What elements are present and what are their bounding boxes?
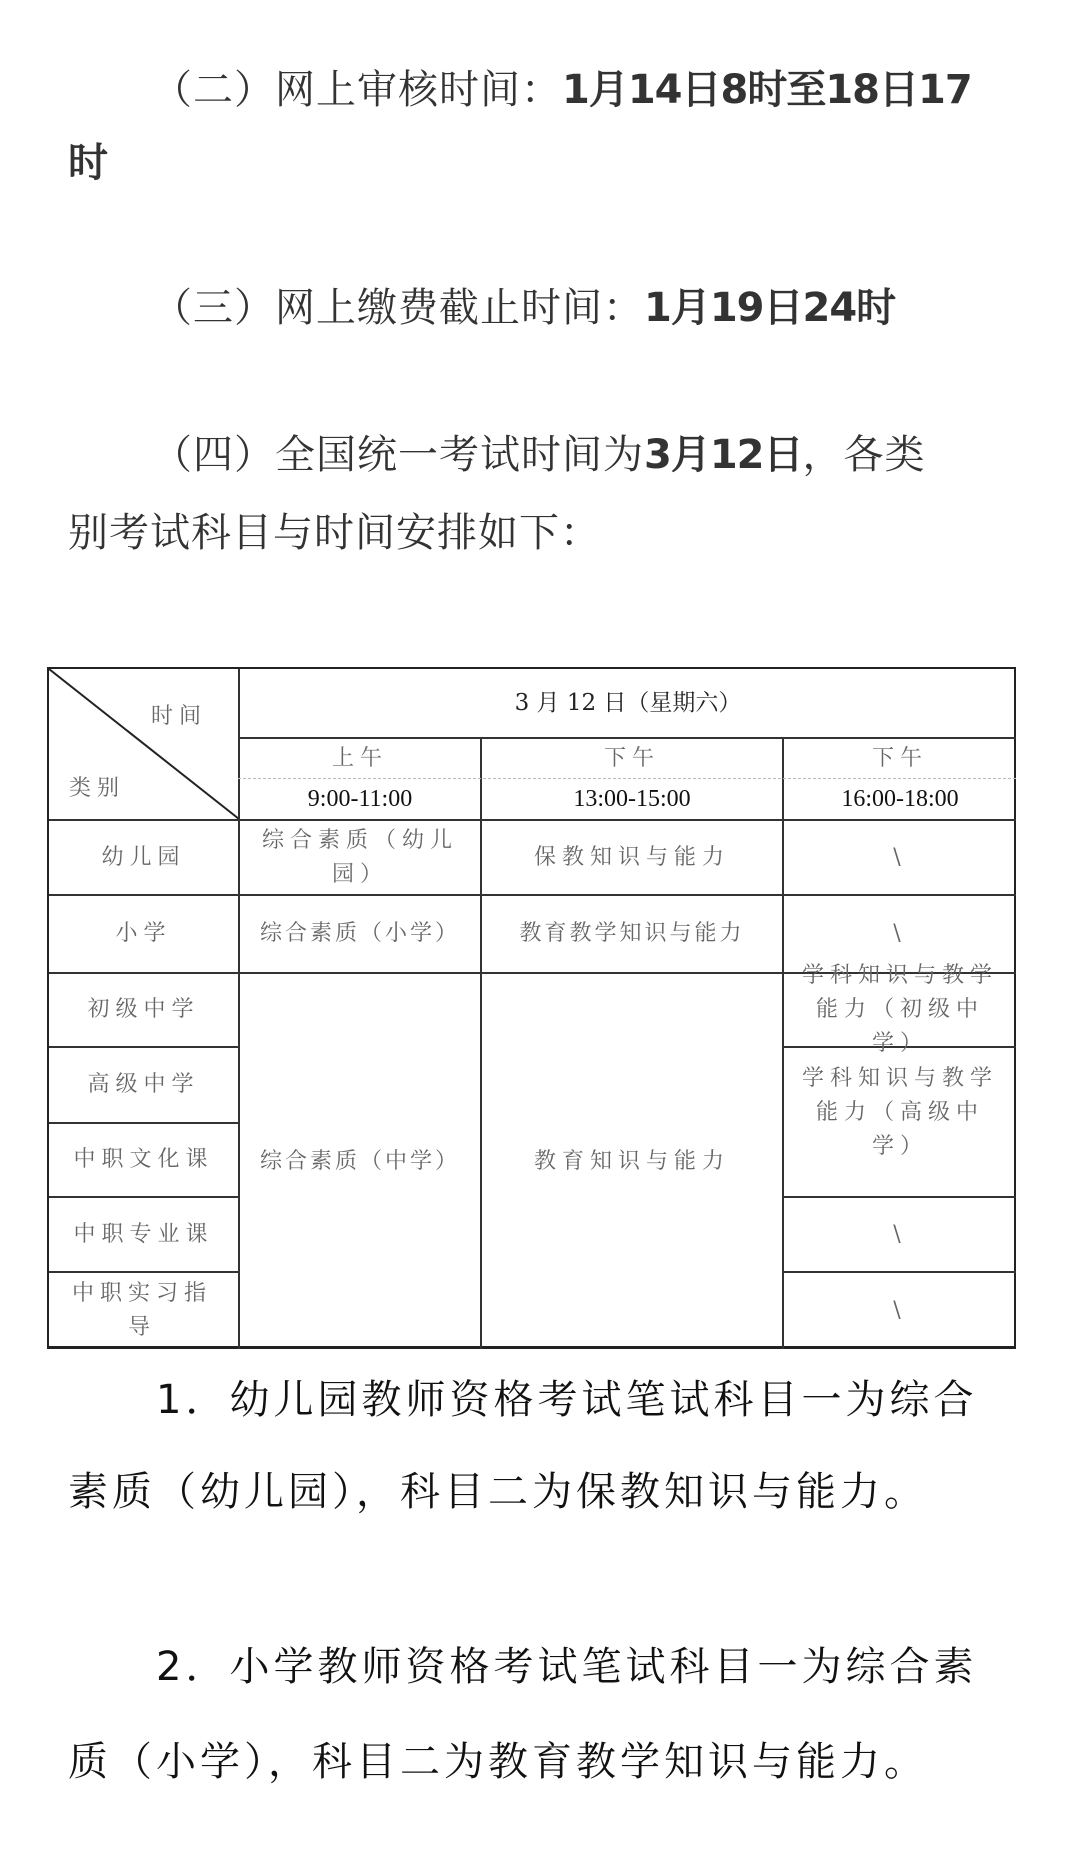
payment-deadline-label: （三）网上缴费截止时间： [152, 285, 644, 331]
review-time-label: （二）网上审核时间： [152, 67, 562, 113]
corner-category-label: 类别 [68, 776, 125, 801]
paragraph-review-time-cont [68, 133, 107, 193]
period-label-pm1: 下午 [603, 745, 660, 771]
period-label-am: 上午 [331, 745, 388, 771]
cell-kindergarten-pm1: 保教知识与能力 [533, 844, 730, 870]
note-2-line-2 [68, 1732, 928, 1792]
cell-primary-pm1: 教育教学知识与能力 [519, 921, 745, 946]
paragraph-exam-date-cont [68, 503, 601, 563]
review-time-value-cont: 时 [68, 140, 107, 186]
cell-junior-pm2: 学科知识与教学能力（初级中学） [801, 963, 998, 1056]
category-senior-high: 高级中学 [87, 1072, 200, 1097]
cell-vocational-practice-pm2: \ [893, 1298, 907, 1323]
category-vocational-practice: 中职实习指导 [71, 1281, 212, 1340]
cell-secondary-pm1: 教育知识与能力 [533, 1148, 730, 1174]
note-1-text-1: 1．幼儿园教师资格考试笔试科目一为综合 [156, 1377, 978, 1423]
note-1-line-2 [68, 1462, 928, 1522]
category-junior-high: 初级中学 [87, 997, 200, 1022]
cell-secondary-am: 综合素质（中学） [259, 1148, 460, 1174]
note-2-text-2: 质（小学），科目二为教育教学知识与能力。 [68, 1739, 928, 1785]
corner-time-label: 时间 [150, 704, 207, 729]
review-time-value: 1月14日8时至18日17 [562, 67, 972, 113]
period-time-pm1: 13:00-15:00 [573, 786, 691, 812]
payment-deadline-value: 1月19日24时 [644, 285, 896, 331]
cell-senior-pm2: 学科知识与教学能力（高级中学） [801, 1066, 998, 1159]
exam-schedule-table [47, 667, 1016, 1349]
cell-primary-pm2: \ [893, 921, 907, 946]
category-kindergarten: 幼儿园 [101, 844, 186, 870]
cell-kindergarten-am: 综合素质（幼儿园） [261, 827, 458, 887]
note-2-line-1 [68, 1637, 977, 1697]
paragraph-payment-deadline [68, 278, 895, 338]
category-primary: 小学 [115, 921, 172, 946]
paragraph-exam-date [68, 425, 926, 485]
cell-kindergarten-pm2: \ [893, 844, 907, 870]
note-1-text-2: 素质（幼儿园），科目二为保教知识与能力。 [68, 1469, 928, 1515]
exam-date-value: 3月12日 [644, 432, 803, 478]
exam-date-line2: 别考试科目与时间安排如下： [68, 510, 601, 556]
period-time-am: 9:00-11:00 [307, 786, 413, 812]
cell-vocational-major-pm2: \ [893, 1221, 907, 1247]
exam-date-label: （四）全国统一考试时间为 [152, 432, 644, 478]
exam-date-suffix: ，各类 [802, 432, 926, 478]
category-vocational-culture: 中职文化课 [73, 1147, 214, 1172]
paragraph-review-time [68, 60, 972, 120]
category-vocational-major: 中职专业课 [73, 1221, 214, 1247]
date-header: 3 月 12 日（星期六） [514, 690, 742, 716]
period-label-pm2: 下午 [871, 745, 928, 771]
note-1-line-1 [68, 1370, 977, 1430]
cell-primary-am: 综合素质（小学） [259, 921, 460, 946]
period-time-pm2: 16:00-18:00 [841, 786, 959, 812]
note-2-text-1: 2．小学教师资格考试笔试科目一为综合素 [156, 1644, 978, 1690]
